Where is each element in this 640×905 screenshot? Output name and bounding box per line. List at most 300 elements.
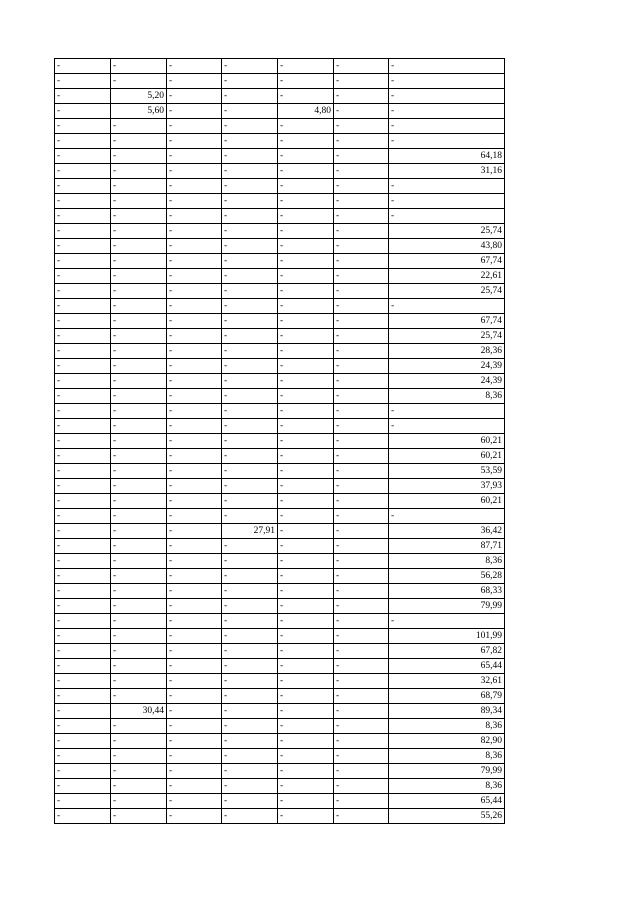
table-cell: - [334,74,389,89]
table-cell: - [278,149,334,164]
table-cell: 32,61 [389,674,505,689]
table-cell: - [55,464,111,479]
table-cell: - [334,494,389,509]
table-cell: - [278,539,334,554]
table-cell: - [278,239,334,254]
table-cell: - [389,179,505,194]
table-cell: - [167,629,222,644]
table-cell: - [334,254,389,269]
table-cell: - [334,374,389,389]
table-row [55,539,505,554]
table-cell: - [111,734,167,749]
table-cell: - [167,689,222,704]
table-cell: - [111,464,167,479]
table-cell: 60,21 [389,434,505,449]
table-cell: - [278,314,334,329]
table-row [55,524,505,539]
table-cell: - [167,134,222,149]
table-cell: - [278,584,334,599]
table-row [55,494,505,509]
table-cell: - [222,569,278,584]
table-cell: 8,36 [389,554,505,569]
table-cell: 101,99 [389,629,505,644]
table-cell: - [278,644,334,659]
table-cell: - [55,689,111,704]
table-cell: - [167,734,222,749]
table-cell: - [389,419,505,434]
table-cell: - [111,779,167,794]
table-cell: - [222,719,278,734]
table-cell: - [222,164,278,179]
table-cell: - [222,749,278,764]
table-cell: - [222,599,278,614]
table-cell: - [278,59,334,74]
table-cell: - [278,224,334,239]
table-cell: - [389,509,505,524]
table-cell: - [55,584,111,599]
table-cell: - [167,224,222,239]
table-cell: - [278,629,334,644]
table-cell: - [55,554,111,569]
table-cell: - [334,434,389,449]
table-cell: - [278,179,334,194]
table-cell: - [334,164,389,179]
table-cell: - [334,719,389,734]
table-cell: - [111,644,167,659]
table-cell: - [111,374,167,389]
table-cell: - [278,479,334,494]
table-cell: 65,44 [389,794,505,809]
table-cell: - [111,314,167,329]
table-cell: - [111,629,167,644]
table-cell: - [111,164,167,179]
table-row [55,284,505,299]
table-cell: - [167,779,222,794]
table-cell: - [111,659,167,674]
table-row [55,509,505,524]
table-row [55,749,505,764]
table-cell: 28,36 [389,344,505,359]
table-cell: - [278,554,334,569]
table-cell: - [334,104,389,119]
table-cell: - [55,299,111,314]
table-cell: - [389,134,505,149]
table-cell: - [334,464,389,479]
table-cell: - [389,104,505,119]
table-cell: 8,36 [389,779,505,794]
table-cell: - [278,89,334,104]
table-cell: - [167,359,222,374]
table-cell: - [278,614,334,629]
table-cell: - [389,194,505,209]
table-cell: - [55,659,111,674]
table-cell: - [222,434,278,449]
table-cell: - [55,209,111,224]
table-cell: - [167,599,222,614]
table-cell: 60,21 [389,494,505,509]
table-cell: - [334,689,389,704]
table-cell: - [278,374,334,389]
table-row [55,119,505,134]
table-row [55,164,505,179]
table-cell: - [167,509,222,524]
table-cell: - [167,434,222,449]
table-cell: - [334,209,389,224]
table-cell: 24,39 [389,374,505,389]
table-cell: - [334,524,389,539]
table-cell: - [278,344,334,359]
table-cell: - [55,764,111,779]
table-cell: - [222,734,278,749]
table-cell: - [111,404,167,419]
table-row [55,179,505,194]
table-row [55,629,505,644]
table-row [55,779,505,794]
table-cell: - [389,119,505,134]
table-cell: - [111,269,167,284]
table-cell: - [334,749,389,764]
table-cell: - [222,419,278,434]
table-cell: - [334,314,389,329]
table-cell: - [334,704,389,719]
table-cell: - [55,539,111,554]
table-cell: - [55,779,111,794]
table-cell: - [55,749,111,764]
table-cell: - [55,449,111,464]
table-cell: 89,34 [389,704,505,719]
table-cell: - [111,539,167,554]
table-cell: - [111,239,167,254]
table-cell: - [167,554,222,569]
table-row [55,254,505,269]
table-cell: - [334,404,389,419]
table-cell: 67,74 [389,254,505,269]
table-cell: - [278,779,334,794]
table-row [55,134,505,149]
table-cell: - [111,614,167,629]
table-cell: - [278,389,334,404]
table-cell: - [278,674,334,689]
table-cell: - [334,419,389,434]
table-cell: - [111,209,167,224]
table-row [55,764,505,779]
table-cell: - [167,389,222,404]
table-cell: 5,60 [111,104,167,119]
table-cell: - [278,524,334,539]
table-cell: - [334,569,389,584]
table-cell: - [334,149,389,164]
table-cell: - [278,119,334,134]
table-row [55,794,505,809]
table-cell: 8,36 [389,749,505,764]
table-cell: - [222,584,278,599]
table-cell: - [334,389,389,404]
table-cell: - [167,179,222,194]
table-cell: - [278,449,334,464]
table-cell: - [334,329,389,344]
table-row [55,419,505,434]
table-cell: 43,80 [389,239,505,254]
table-cell: - [222,194,278,209]
table-cell: - [222,464,278,479]
table-cell: - [334,299,389,314]
table-cell: - [334,239,389,254]
table-cell: - [389,74,505,89]
table-cell: - [167,374,222,389]
table-cell: 67,82 [389,644,505,659]
table-cell: - [111,359,167,374]
table-cell: - [389,614,505,629]
table-cell: 87,71 [389,539,505,554]
table-cell: 8,36 [389,719,505,734]
table-cell: - [222,809,278,824]
table-cell: 68,79 [389,689,505,704]
table-cell: - [278,419,334,434]
table-cell: - [55,119,111,134]
table-cell: - [167,584,222,599]
table-cell: - [222,554,278,569]
table-cell: 30,44 [111,704,167,719]
table-cell: - [111,419,167,434]
table-cell: - [167,479,222,494]
table-cell: 27,91 [222,524,278,539]
table-row [55,299,505,314]
table-cell: - [111,179,167,194]
table-cell: - [167,314,222,329]
table-cell: - [222,779,278,794]
table-cell: - [111,794,167,809]
table-cell: - [278,209,334,224]
table-cell: - [222,239,278,254]
table-cell: - [278,719,334,734]
table-cell: - [278,254,334,269]
table-row [55,674,505,689]
table-cell: 82,90 [389,734,505,749]
table-row [55,554,505,569]
table-cell: - [55,404,111,419]
table-cell: - [222,479,278,494]
table-cell: - [278,794,334,809]
table-cell: 36,42 [389,524,505,539]
table-cell: 79,99 [389,599,505,614]
table-cell: - [222,659,278,674]
table-row [55,329,505,344]
table-cell: 24,39 [389,359,505,374]
table-cell: - [167,209,222,224]
table-cell: - [222,314,278,329]
table-cell: - [334,359,389,374]
table-cell: - [55,179,111,194]
table-row [55,569,505,584]
table-cell: - [278,599,334,614]
table-cell: - [278,404,334,419]
table-row [55,404,505,419]
table-cell: - [334,614,389,629]
table-row [55,644,505,659]
table-cell: - [278,299,334,314]
table-cell: - [167,659,222,674]
table-row [55,614,505,629]
table-cell: - [111,674,167,689]
table-cell: - [334,449,389,464]
table-cell: - [167,329,222,344]
table-cell: - [111,524,167,539]
table-cell: - [55,389,111,404]
table-cell: - [222,389,278,404]
table-cell: - [334,194,389,209]
table-cell: - [334,629,389,644]
table-row [55,809,505,824]
table-row [55,704,505,719]
table-cell: - [222,344,278,359]
table-cell: 53,59 [389,464,505,479]
table-cell: - [167,644,222,659]
table-cell: - [55,419,111,434]
table-cell: - [167,794,222,809]
table-cell: - [167,764,222,779]
table-row [55,464,505,479]
table-cell: - [278,704,334,719]
table-cell: - [167,524,222,539]
table-cell: - [334,809,389,824]
table-cell: - [55,494,111,509]
table-cell: - [278,164,334,179]
table-cell: - [111,149,167,164]
table-cell: - [167,239,222,254]
table-cell: - [334,659,389,674]
table-row [55,689,505,704]
table-cell: 56,28 [389,569,505,584]
table-cell: - [167,194,222,209]
table-cell: - [55,479,111,494]
table-cell: - [278,734,334,749]
table-cell: 25,74 [389,224,505,239]
table-cell: - [222,704,278,719]
table-cell: - [278,809,334,824]
table-row [55,344,505,359]
table-cell: - [222,89,278,104]
table-cell: - [55,794,111,809]
table-cell: 4,80 [278,104,334,119]
table-row [55,104,505,119]
table-cell: - [334,179,389,194]
table-row [55,89,505,104]
table-cell: - [222,629,278,644]
table-cell: - [334,284,389,299]
table-cell: - [278,494,334,509]
table-cell: - [167,149,222,164]
table-cell: - [222,374,278,389]
table-cell: - [111,764,167,779]
table-cell: - [55,224,111,239]
table-cell: - [111,389,167,404]
table-cell: - [389,89,505,104]
table-cell: - [334,509,389,524]
table-cell: 8,36 [389,389,505,404]
table-cell: - [278,284,334,299]
table-row [55,719,505,734]
table-cell: - [55,314,111,329]
table-cell: - [111,719,167,734]
table-row [55,479,505,494]
table-row [55,194,505,209]
table-cell: - [167,674,222,689]
table-cell: - [167,749,222,764]
table-cell: - [222,329,278,344]
table-cell: - [111,344,167,359]
table-row [55,374,505,389]
table-cell: - [55,269,111,284]
table-cell: - [111,509,167,524]
table-row [55,314,505,329]
table-cell: - [222,674,278,689]
table-cell: - [278,749,334,764]
table-cell: - [55,74,111,89]
table-cell: 68,33 [389,584,505,599]
table-cell: - [111,479,167,494]
table-cell: - [55,614,111,629]
table-cell: - [167,449,222,464]
table-row [55,209,505,224]
table-cell: - [111,434,167,449]
table-row [55,584,505,599]
table-cell: - [167,104,222,119]
table-cell: - [111,809,167,824]
table-cell: - [278,359,334,374]
table-cell: - [167,419,222,434]
table-cell: - [55,569,111,584]
table-cell: - [55,359,111,374]
table-cell: - [222,404,278,419]
table-cell: - [222,119,278,134]
table-cell: - [222,104,278,119]
table-cell: - [167,464,222,479]
table-cell: - [55,254,111,269]
table-cell: - [222,449,278,464]
table-cell: - [55,734,111,749]
table-cell: - [222,299,278,314]
table-cell: 64,18 [389,149,505,164]
table-row [55,449,505,464]
table-cell: - [55,719,111,734]
table-cell: - [167,299,222,314]
table-cell: - [111,329,167,344]
table-cell: 25,74 [389,329,505,344]
table-row [55,224,505,239]
table-row [55,434,505,449]
table-cell: - [111,689,167,704]
table-row [55,239,505,254]
table-cell: - [55,329,111,344]
table-row [55,389,505,404]
table-cell: - [55,164,111,179]
table-cell: - [167,809,222,824]
table-cell: - [167,284,222,299]
table-cell: - [167,344,222,359]
table-cell: - [111,59,167,74]
table-cell: - [278,434,334,449]
table-row [55,734,505,749]
table-cell: - [111,299,167,314]
table-cell: - [334,644,389,659]
table-cell: - [334,674,389,689]
table-cell: - [167,569,222,584]
table-cell: - [222,254,278,269]
table-cell: - [55,194,111,209]
table-cell: - [278,74,334,89]
table-cell: - [55,509,111,524]
table-cell: 22,61 [389,269,505,284]
